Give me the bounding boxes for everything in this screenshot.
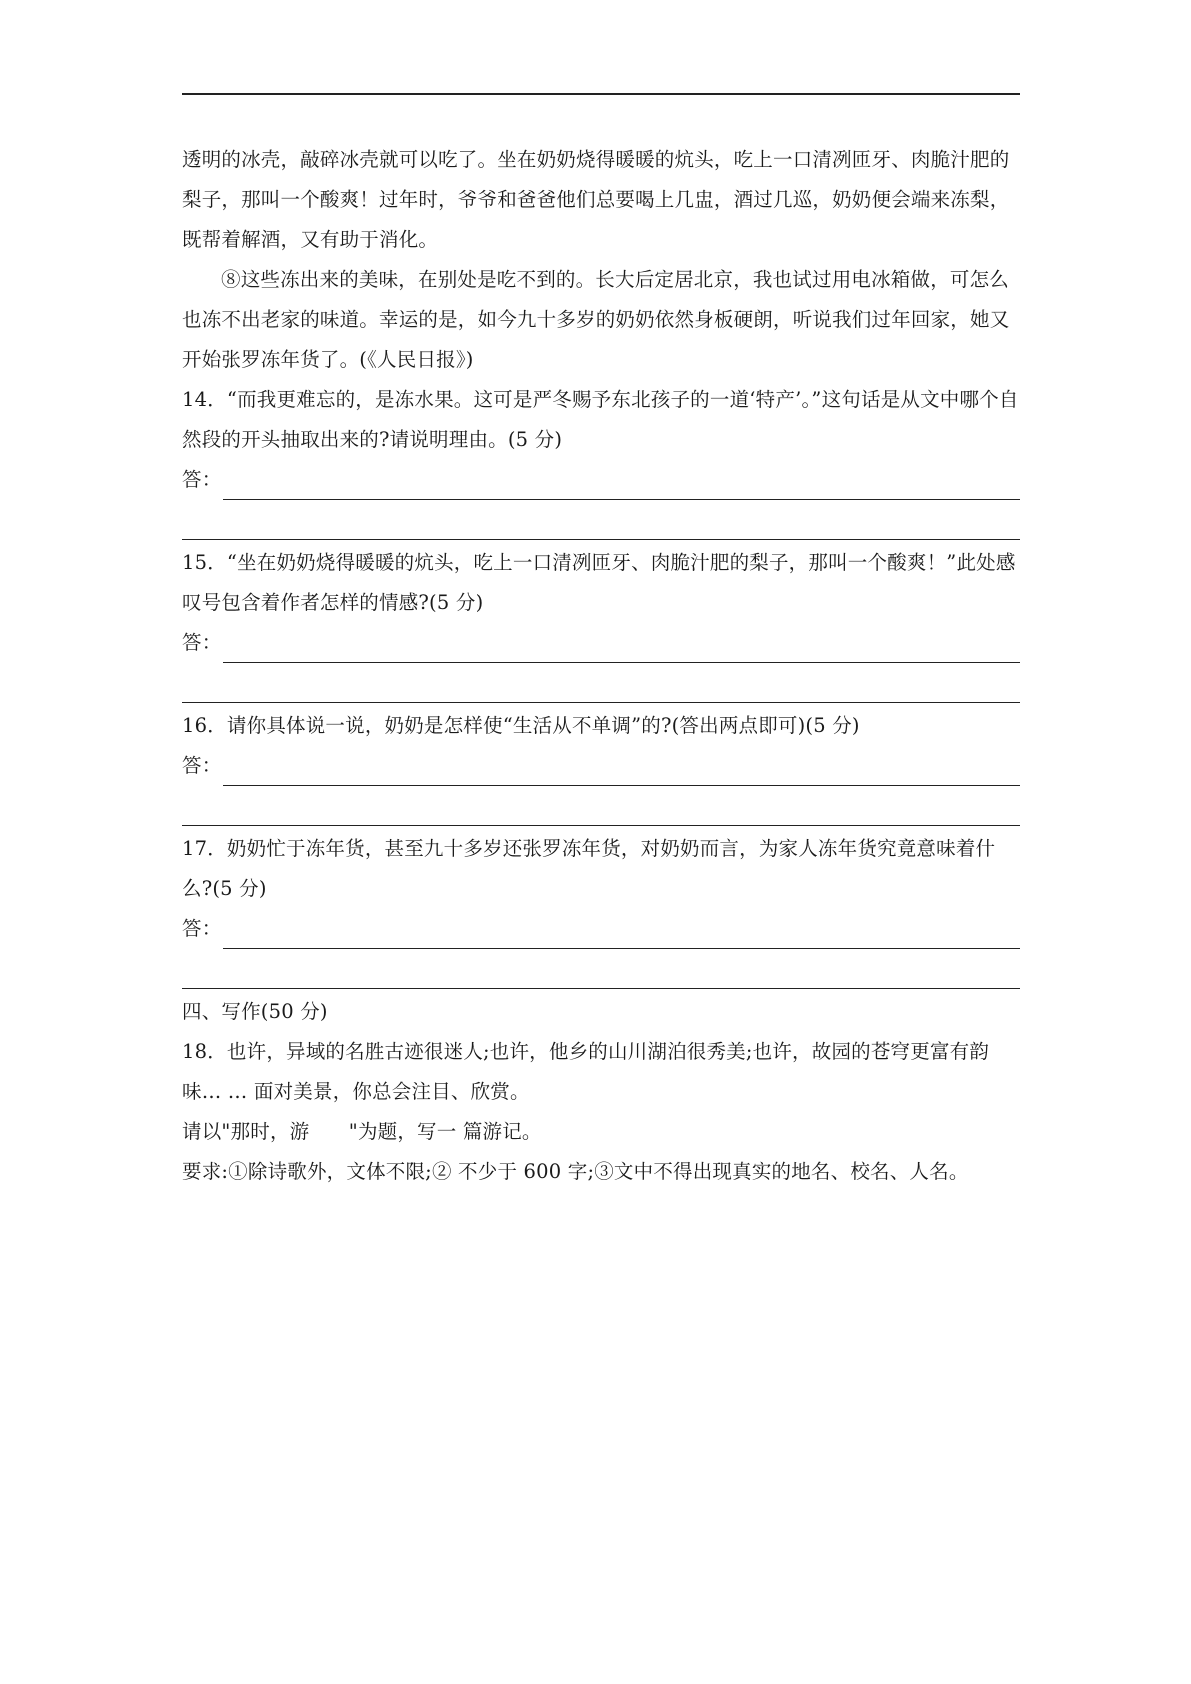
question-text: 16．请你具体说一说，奶奶是怎样使“生活从不单调”的?(答出两点即可)(5 分) <box>182 714 860 737</box>
question-text: 15．“坐在奶奶烧得暖暖的炕头，吃上一口清冽匝牙、肉脆汁肥的梨子，那叫一个酸爽！”此处感叹号包含着作者怎样的情感?(5 分) <box>182 551 1016 614</box>
page-content <box>182 140 1020 1192</box>
writing-instruction: 请以"那时，游 "为题，写一 篇游记。 <box>182 1120 542 1143</box>
answer-blank-line[interactable] <box>182 949 1020 989</box>
writing-requirements: 要求:①除诗歌外，文体不限;② 不少于 600 字;③文中不得出现真实的地名、校名、人名。 <box>182 1160 969 1183</box>
answer-row <box>182 623 1020 663</box>
question-17 <box>182 829 1020 992</box>
answer-label: 答： <box>182 917 222 940</box>
question-16 <box>182 706 1020 829</box>
question-text: 14．“而我更难忘的，是冻水果。这可是严冬赐予东北孩子的一道‘特产’。”这句话是从文中哪个自然段的开头抽取出来的?请说明理由。(5 分) <box>182 388 1019 451</box>
passage-paragraph-8: ⑧这些冻出来的美味，在别处是吃不到的。长大后定居北京，我也试过用电冰箱做，可怎么也冻不出老家的味道。幸运的是，如今九十多岁的奶奶依然身板硬朗，听说我们过年回家，她又开始张罗冻年货了。(《人民日报》) <box>182 268 1010 371</box>
answer-row <box>182 746 1020 786</box>
question-14 <box>182 380 1020 543</box>
answer-label: 答： <box>182 468 222 491</box>
answer-label: 答： <box>182 631 222 654</box>
answer-blank-line[interactable] <box>182 786 1020 826</box>
answer-blank-line[interactable] <box>223 924 1020 949</box>
answer-row <box>182 460 1020 500</box>
answer-blank-line[interactable] <box>223 761 1020 786</box>
writing-prompt: 18．也许，异域的名胜古迹很迷人;也许，他乡的山川湖泊很秀美;也许，故园的苍穹更富有韵味… … 面对美景，你总会注目、欣赏。 <box>182 1040 990 1103</box>
answer-blank-line[interactable] <box>182 500 1020 540</box>
answer-blank-line[interactable] <box>182 663 1020 703</box>
header-rule <box>182 93 1020 95</box>
question-text: 17．奶奶忙于冻年货，甚至九十多岁还张罗冻年货，对奶奶而言，为家人冻年货究竟意味着什么?(5 分) <box>182 837 996 900</box>
answer-blank-line[interactable] <box>223 475 1020 500</box>
answer-blank-line[interactable] <box>223 638 1020 663</box>
passage-paragraph-7-continued: 透明的冰壳，敲碎冰壳就可以吃了。坐在奶奶烧得暖暖的炕头，吃上一口清冽匝牙、肉脆汁肥的梨子，那叫一个酸爽！过年时，爷爷和爸爸他们总要喝上几盅，酒过几巡，奶奶便会端来冻梨，既帮着解酒，又有助于消化。 <box>182 148 1010 251</box>
writing-section-title: 四、写作(50 分) <box>182 1000 328 1023</box>
question-15 <box>182 543 1020 706</box>
answer-row <box>182 909 1020 949</box>
answer-label: 答： <box>182 754 222 777</box>
